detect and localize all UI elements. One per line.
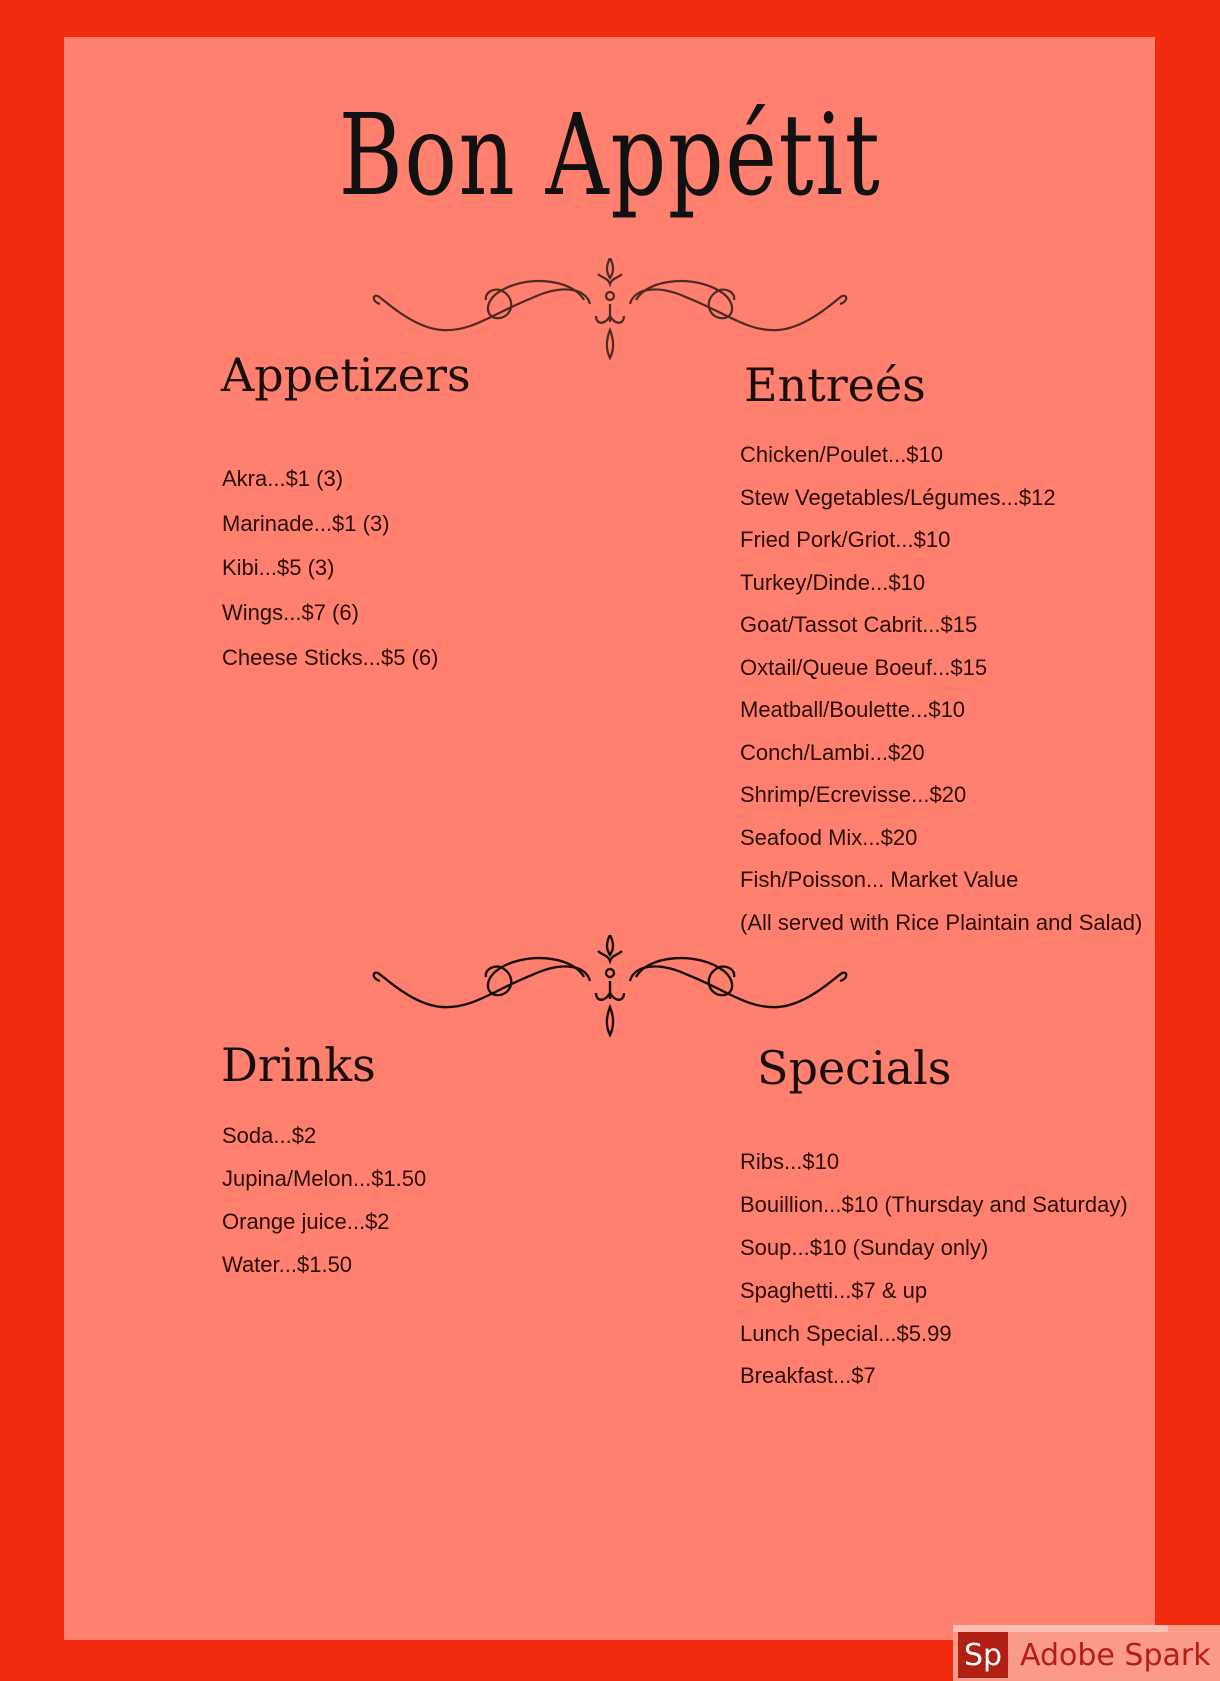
menu-item: Meatball/Boulette...$10 [740, 697, 966, 722]
menu-item: Akra...$1 (3) [222, 466, 344, 491]
section-title-drinks: Drinks [221, 1038, 376, 1092]
menu-item: Conch/Lambi...$20 [740, 740, 925, 765]
menu-item: Oxtail/Queue Boeuf...$15 [740, 655, 988, 680]
watermark-label: Adobe Spark [1020, 1637, 1211, 1673]
menu-item: Water...$1.50 [222, 1252, 353, 1277]
menu-item: Turkey/Dinde...$10 [740, 570, 926, 595]
menu-item: Fried Pork/Griot...$10 [740, 527, 951, 552]
menu-item: Stew Vegetables/Légumes...$12 [740, 485, 1056, 510]
adobe-spark-logo-icon: Sp [958, 1632, 1008, 1678]
menu-item: Ribs...$10 [740, 1149, 840, 1174]
menu-item: Goat/Tassot Cabrit...$15 [740, 612, 978, 637]
menu-item: Lunch Special...$5.99 [740, 1321, 952, 1346]
menu-item: Marinade...$1 (3) [222, 511, 390, 536]
adobe-spark-watermark[interactable] [953, 1625, 1220, 1681]
section-title-entrees: Entreés [744, 358, 926, 412]
menu-item: Breakfast...$7 [740, 1363, 876, 1388]
menu-item: Cheese Sticks...$5 (6) [222, 645, 439, 670]
menu-item: Soup...$10 (Sunday only) [740, 1235, 989, 1260]
menu-item: Fish/Poisson... Market Value [740, 867, 1019, 892]
menu-item: Bouillion...$10 (Thursday and Saturday) [740, 1192, 1128, 1217]
menu-item: Spaghetti...$7 & up [740, 1278, 928, 1303]
watermark-highlight [953, 1625, 1168, 1632]
menu-note: (All served with Rice Plaintain and Salad) [740, 910, 1143, 935]
menu-item: Jupina/Melon...$1.50 [222, 1166, 427, 1191]
menu-item: Wings...$7 (6) [222, 600, 359, 625]
menu-item: Seafood Mix...$20 [740, 825, 918, 850]
flourish-divider-middle-icon [372, 935, 848, 1045]
menu-item: Soda...$2 [222, 1123, 317, 1148]
menu-item: Kibi...$5 (3) [222, 555, 335, 580]
section-title-specials: Specials [757, 1041, 952, 1095]
menu-item: Shrimp/Ecrevisse...$20 [740, 782, 967, 807]
menu-title: Bon Appétit [338, 91, 882, 221]
section-title-appetizers: Appetizers [221, 348, 471, 402]
menu-item: Chicken/Poulet...$10 [740, 442, 944, 467]
menu-item: Orange juice...$2 [222, 1209, 390, 1234]
